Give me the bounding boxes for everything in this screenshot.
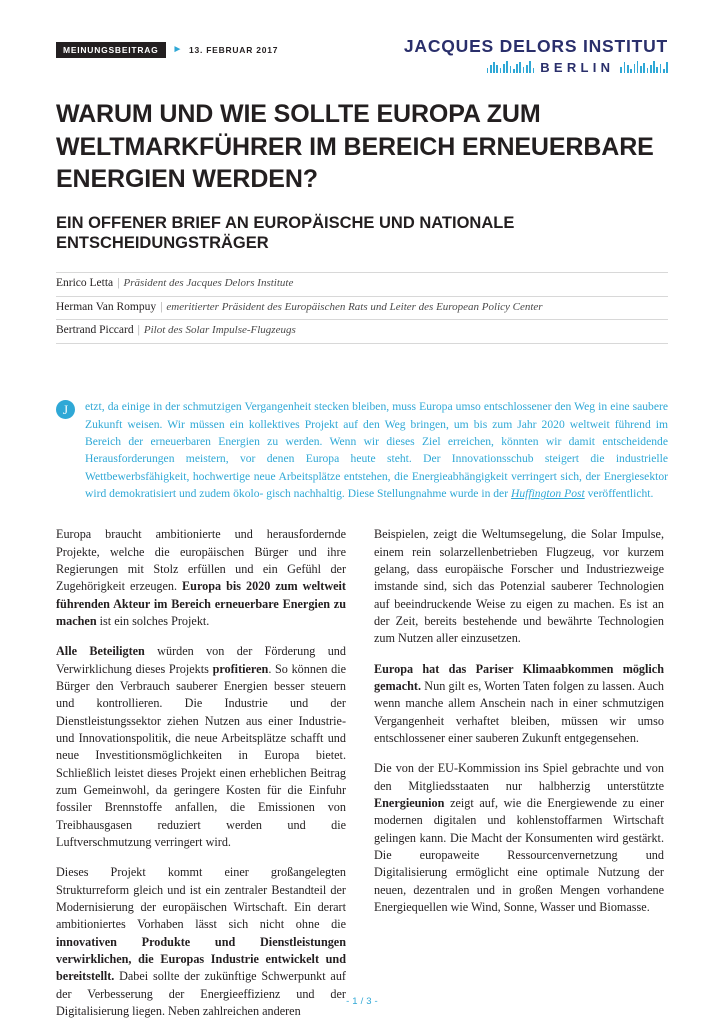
- logo-bars-left-icon: [487, 61, 535, 73]
- logo-primary-text: JACQUES DELORS INSTITUT: [403, 36, 668, 56]
- body-paragraph: [374, 526, 664, 647]
- page-footer: - 1 / 3 -: [346, 996, 378, 1007]
- author-name: Herman Van Rompuy: [56, 300, 157, 313]
- author-entry: [56, 297, 668, 321]
- body-text: Dabei sollte der zukünftige Schwerpunkt auf der Verbesserung der Energieeffizienz und der Digitalisierung liegen. Neben zahlreichen anderen: [56, 969, 346, 1019]
- emphasis-text: Energieunion: [374, 796, 445, 811]
- emphasis-text: Alle Beteiligten: [56, 644, 145, 659]
- author-separator: |: [137, 324, 140, 337]
- huffington-post-link[interactable]: Huffington Post: [510, 487, 585, 501]
- body-columns: [56, 526, 668, 1033]
- document-header: [56, 38, 668, 84]
- page-subtitle: EIN OFFENER BRIEF AN EUROPÄISCHE UND NATIONALE ENTSCHEIDUNGSTRÄGER: [56, 213, 515, 253]
- emphasis-text: profitieren: [212, 661, 269, 676]
- emphasis-text: Europa hat das Pariser Klimaabkommen möglich gemacht.: [374, 661, 664, 694]
- author-list: [56, 272, 668, 344]
- kicker-badge: MEINUNGSBEITRAG: [56, 42, 166, 58]
- body-text: Europa braucht ambitionierte und herausfordernde Projekte, welche die europäischen Bürger und ihre Regierungen mit Stolz erfüllen und ein Gefühl der Zugehörigkeit erzeugen.: [56, 527, 346, 594]
- publication-date: 13. FEBRUAR 2017: [188, 44, 279, 55]
- emphasis-text: innovativen Produkte und Dienstleistungen verwirklichen, die Europas Industrie entwickelt und bereitstellt.: [56, 934, 346, 984]
- body-text: Beispielen, zeigt die Weltumsegelung, die Solar Impulse, einem rein solarzellenbetrieben Flugzeug, vor kurzem gelang, dass europäische Forscher und Industriezweige imstande sind, sich das Potenzial sauberer Technologien auf beeindruckende Weise zu eigen zu machen. Es ist an der Zeit, bereits bestehende und bewährte Technologien zum Nutzen aller einzusetzen.: [374, 527, 664, 646]
- body-text: würden von der Förderung und Verwirklichung dieses Projekts: [56, 644, 346, 676]
- author-role: emeritierter Präsident des Europäischen Rats und Leiter des European Policy Center: [166, 300, 543, 313]
- body-text: ist ein solches Projekt.: [96, 614, 210, 629]
- page-title: WARUM UND WIE SOLLTE EUROPA ZUM WELTMARKFÜHRER IM BEREICH ERNEUERBARE ENERGIEN WERDEN?: [56, 100, 654, 193]
- drop-cap: J: [56, 400, 75, 419]
- emphasis-text: Europa bis 2020 zum weltweit führenden Akteur im Bereich erneuerbare Energien zu machen: [56, 579, 346, 629]
- logo-berlin-text: BERLIN: [540, 59, 615, 75]
- author-role: Pilot des Solar Impulse-Flugzeugs: [143, 324, 296, 337]
- author-name: Bertrand Piccard: [56, 324, 134, 337]
- body-text: . So können die Bürger den Verbrauch sauberer Energien besser steuern und kontrollieren. Die Industrie und der Dienstleistungssektor ziehen Nutzen aus einer Industrie-und Innovationspolitik, die neue Arbeitsplätze schafft und neue Investitionsmöglichkeiten in Europa bietet. Schließlich leistet dieses Projekt einen erheblichen Beitrag zum Gemeinwohl, da geringere Kosten für die Einfuhr fossiler Brennstoffe anfallen, die Emissionen von Treibhausgasen reduziert werden und die Luftverschmutzung verringert wird.: [56, 661, 347, 850]
- jacques-delors-institut-logo: [404, 38, 668, 74]
- body-text: Nun gilt es, Worten Taten folgen zu lassen. Auch wenn manche allem Anschein nach in einer schmutzigen Vergangenheit verhaftet bleiben, müssen wir umso entschlossener einer sauberen Zukunft entgegensehen.: [374, 679, 664, 746]
- body-text: Die von der EU-Kommission ins Spiel gebrachte und von den Mitgliedsstaaten nur halbherzig unterstützte: [374, 761, 664, 793]
- body-text: zeigt auf, wie die Energiewende zu einer modernen digitalen und kohlenstoffarmen Wirtschaft gelingen kann. Die Macht der Konsumenten wird gestärkt. Die europaweite Ressourcenvernetzung und Digitalisierung ermöglicht eine optimale Nutzung der neuen, dezentralen und in großen Mengen vorhandene Energiequellen wie Wind, Sonne, Wasser und Biomasse.: [374, 796, 664, 915]
- author-entry: [56, 272, 668, 297]
- column-right: [374, 526, 664, 1033]
- lead-paragraph: [85, 398, 668, 502]
- body-text: Dieses Projekt kommt einer großangelegten Strukturreform gleich und ist ein zentraler Bestandteil der Modernisierung der europäischen Wirtschaft. Ein derart ambitioniertes Vorhaben lässt sich nicht ohne die: [56, 865, 346, 932]
- logo-bars-right-icon: [620, 61, 668, 73]
- arrow-icon: ►: [172, 43, 182, 55]
- body-paragraph: [56, 643, 346, 851]
- lead-text-part1: etzt, da einige in der schmutzigen Vergangenheit stecken bleiben, muss Europa umso entschlossener den Weg in eine saubere Zukunft weisen. Wir müssen ein kollektives Projekt auf den Weg bringen, um bis zum Jahr 2020 weltweit führend im Bereich der erneuerbaren Energien zu werden. Wenn wir dieses Ziel erreichen, könnten wir damit entscheidende Herausforderungen meistern, vor denen Europa heute steht. Der Innovationsschub steigert die industrielle Wettbewerbsfähigkeit, hochwertige neue Arbeitsplätze entstehen, die Energieabhängigkeit verringert sich, der Energiesektor wird demokratisiert und zudem ökolo- gisch nachhaltig. Diese Stellungnahme wurde in der: [85, 400, 668, 501]
- author-entry: [56, 320, 668, 344]
- body-paragraph: [374, 760, 664, 916]
- kicker-group: [56, 38, 278, 58]
- column-left: [56, 526, 346, 1033]
- author-role: Präsident des Jacques Delors Institute: [123, 276, 294, 289]
- body-paragraph: [374, 661, 664, 748]
- lead-paragraph-block: [56, 398, 668, 502]
- author-name: Enrico Letta: [56, 276, 114, 289]
- author-separator: |: [117, 276, 120, 289]
- body-paragraph: [56, 526, 346, 630]
- author-separator: |: [160, 300, 163, 313]
- logo-secondary-row: [404, 61, 668, 74]
- lead-text-part2: veröffentlicht.: [584, 487, 654, 501]
